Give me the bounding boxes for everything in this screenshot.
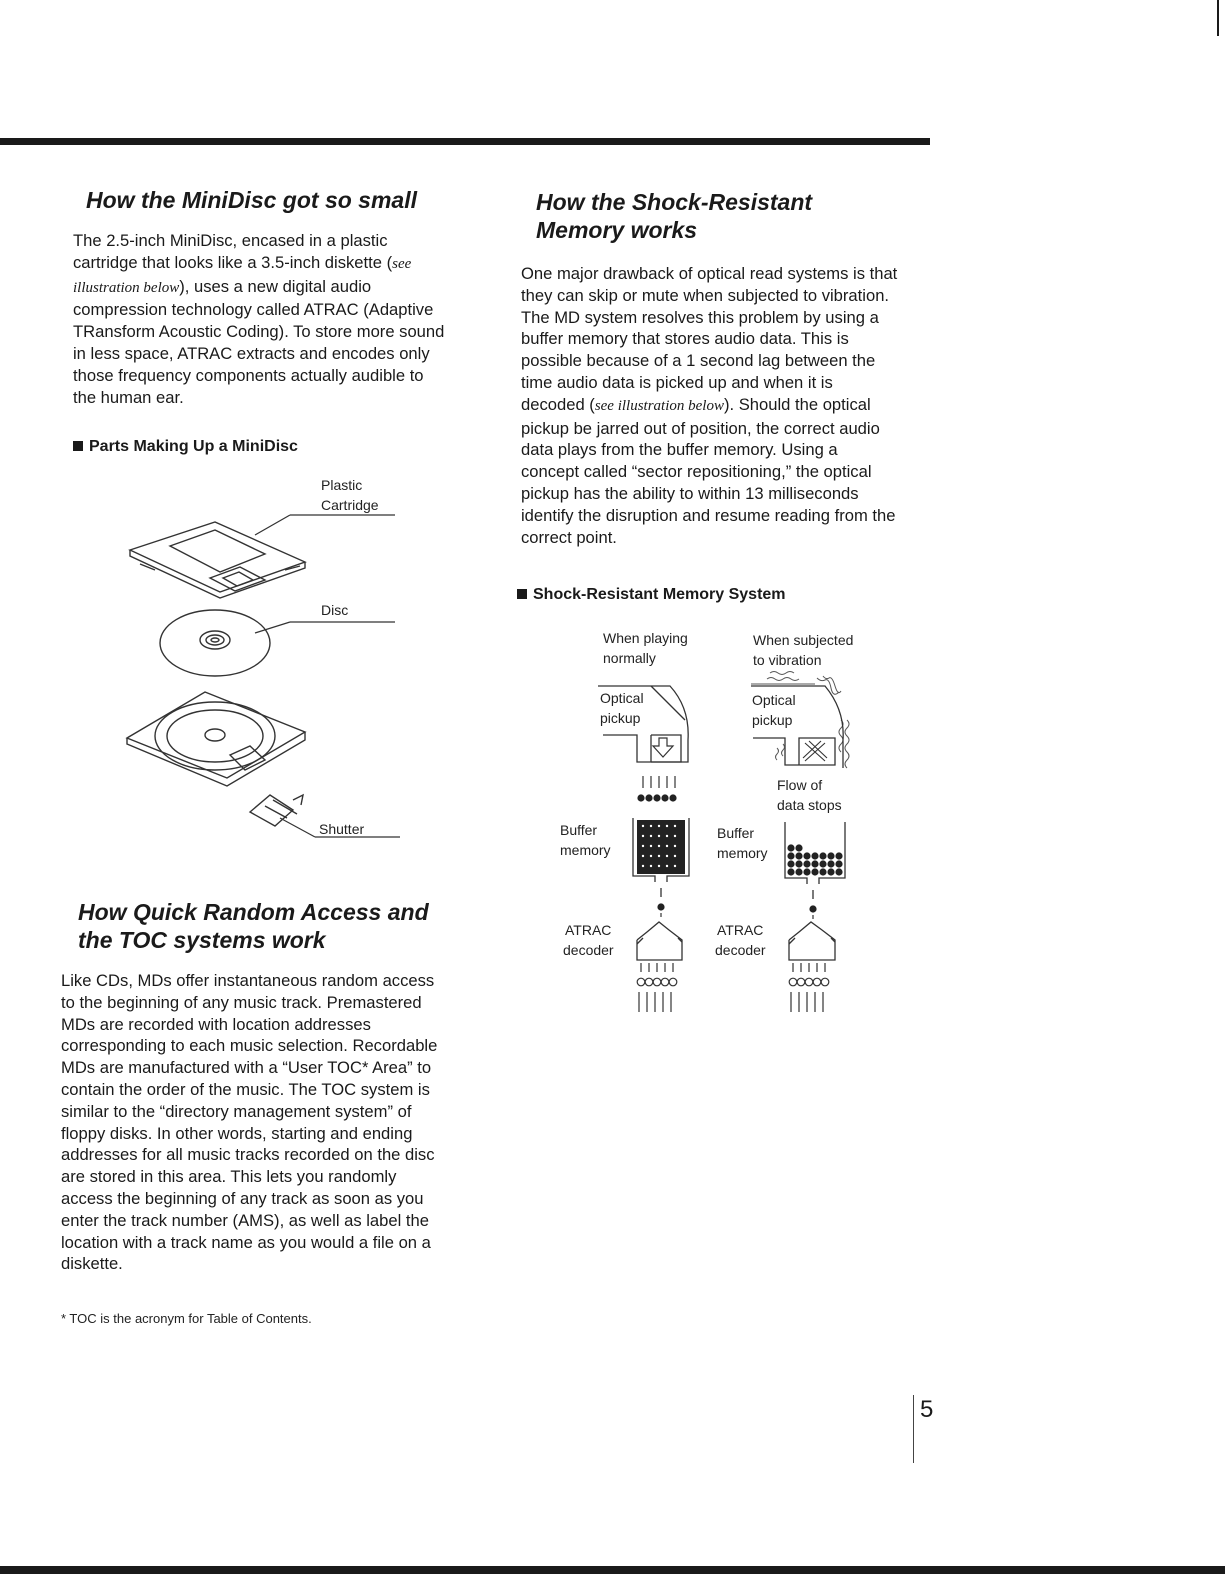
output-bits-vibration bbox=[789, 963, 829, 1012]
label-disc: Disc bbox=[321, 602, 349, 618]
label-when-playing: When playing bbox=[603, 630, 688, 646]
label-decoder-2: decoder bbox=[715, 942, 766, 958]
disc-illustration bbox=[160, 610, 270, 676]
subhead-shock-system: Shock-Resistant Memory System bbox=[517, 585, 786, 605]
cartridge-base-illustration bbox=[127, 692, 305, 786]
heading-memory-works: Memory works bbox=[536, 217, 698, 243]
data-dots-normal bbox=[637, 794, 676, 801]
leader-line bbox=[280, 818, 315, 837]
page-number-rule bbox=[913, 1395, 914, 1463]
square-bullet-icon bbox=[517, 589, 527, 599]
label-atrac: ATRAC bbox=[565, 922, 612, 938]
label-flow-of: Flow of bbox=[777, 777, 823, 793]
label-when-subjected: When subjected bbox=[753, 632, 854, 648]
label-data-stops: data stops bbox=[777, 797, 842, 813]
label-optical-2: Optical bbox=[752, 692, 796, 708]
label-cartridge: Cartridge bbox=[321, 497, 379, 513]
output-bits-normal bbox=[637, 963, 677, 1012]
label-to-vibration: to vibration bbox=[753, 652, 822, 668]
label-atrac-2: ATRAC bbox=[717, 922, 764, 938]
buffer-memory-normal bbox=[633, 818, 689, 882]
label-shutter: Shutter bbox=[319, 821, 365, 837]
bottom-rule bbox=[0, 1566, 1225, 1574]
heading-minidisc-small: How the MiniDisc got so small bbox=[86, 187, 417, 213]
label-pickup: pickup bbox=[600, 710, 641, 726]
footnote-toc: * TOC is the acronym for Table of Contents. bbox=[61, 1311, 312, 1326]
minidisc-paragraph: The 2.5-inch MiniDisc, encased in a plastic cartridge that looks like a 3.5-inch diskette (see illustration below), uses a new digital audio compression technology called ATRAC (Adaptive TRansform Acoustic Coding). To store more sound in less space, ATRAC extracts and encodes only those frequency components actually audible to the human ear. bbox=[73, 231, 445, 407]
label-pickup-2: pickup bbox=[752, 712, 793, 728]
atrac-decoder-normal bbox=[637, 922, 682, 960]
minidisc-parts-diagram bbox=[115, 470, 415, 860]
atrac-decoder-vibration bbox=[789, 922, 835, 960]
heading-quick-random-access: How Quick Random Access and bbox=[78, 899, 429, 925]
toc-paragraph: Like CDs, MDs offer instantaneous random access to the beginning of any music track. Premastered MDs are recorded with location addresses corresponding to each music selection. Recordable MDs are manufactured with a “User TOC* Area” to contain the order of the music. The TOC system is similar to the “directory management system” of floppy disks. In other words, starting and ending addresses for all music tracks recorded on the disc are stored in this area. This lets you randomly access the beginning of any track as soon as you enter the track number (AMS), as well as label the location with a track name as you would a file on a diskette. bbox=[61, 971, 438, 1274]
label-buffer: Buffer bbox=[560, 822, 598, 838]
shock-paragraph: One major drawback of optical read systems is that they can skip or mute when subjected to vibration. The MD system resolves this problem by using a buffer memory that stores audio data. This is possible because of a 1 second lag between the time audio data is picked up and when it is decoded (see illustration below). Should the optical pickup be jarred out of position, the correct audio data plays from the buffer memory. Using a concept called “sector repositioning,” the optical pickup has the ability to within 13 milliseconds identify the disruption and resume reading from the correct point. bbox=[521, 264, 898, 547]
shock-memory-diagram bbox=[555, 620, 885, 1020]
label-memory-2: memory bbox=[717, 845, 768, 861]
label-memory: memory bbox=[560, 842, 611, 858]
optical-pickup-vibration bbox=[751, 686, 843, 768]
data-flow-normal bbox=[657, 888, 664, 917]
margin-mark bbox=[1217, 0, 1219, 36]
shutter-illustration bbox=[250, 795, 303, 826]
label-optical: Optical bbox=[600, 690, 644, 706]
page-number: 5 bbox=[920, 1396, 934, 1423]
heading-toc-systems: the TOC systems work bbox=[78, 927, 326, 953]
data-bits-normal bbox=[643, 776, 675, 788]
data-flow-vibration bbox=[809, 890, 816, 919]
buffer-memory-vibration bbox=[785, 822, 845, 884]
square-bullet-icon bbox=[73, 441, 83, 451]
label-plastic: Plastic bbox=[321, 477, 363, 493]
top-rule bbox=[0, 138, 930, 145]
label-buffer-2: Buffer bbox=[717, 825, 755, 841]
optical-pickup-normal bbox=[598, 686, 688, 762]
label-decoder: decoder bbox=[563, 942, 614, 958]
arrow-down-icon bbox=[653, 738, 673, 757]
heading-shock-resistant: How the Shock-Resistant bbox=[536, 189, 813, 215]
cartridge-illustration bbox=[130, 522, 305, 598]
cross-icon bbox=[803, 741, 827, 761]
leader-line bbox=[255, 515, 290, 535]
label-normally: normally bbox=[603, 650, 656, 666]
subhead-parts: Parts Making Up a MiniDisc bbox=[73, 437, 298, 457]
